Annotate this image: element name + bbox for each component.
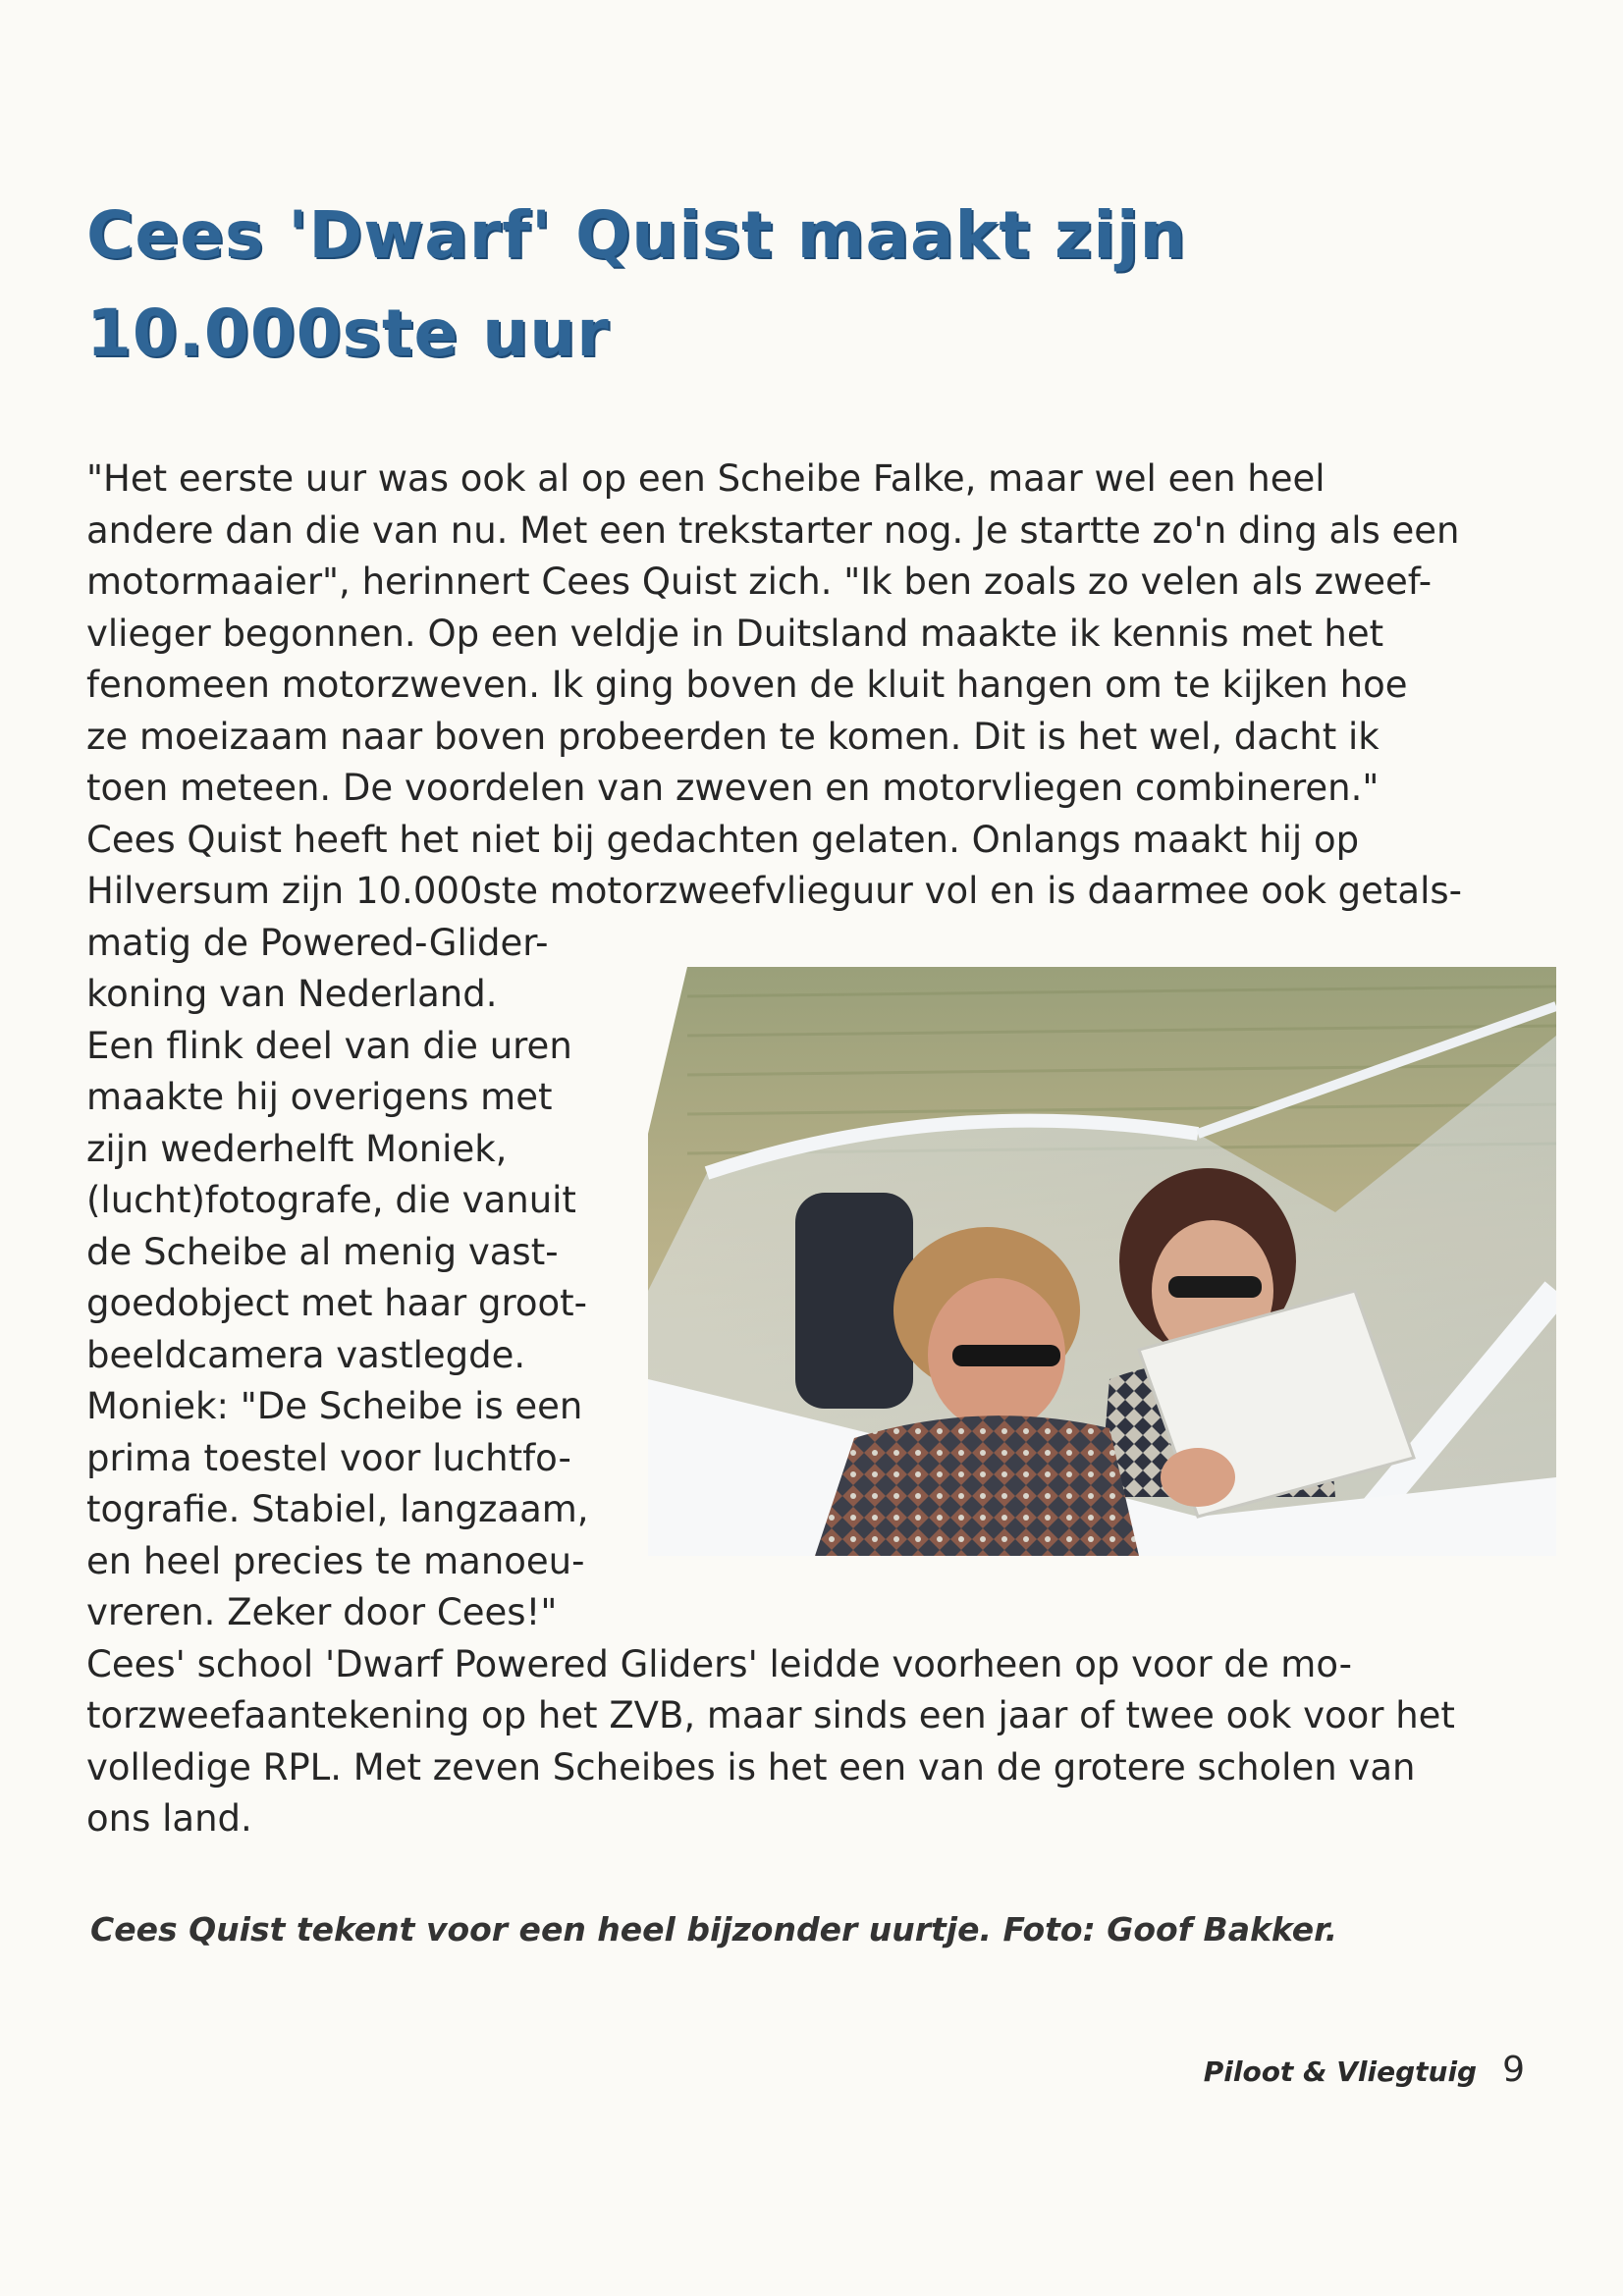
body-line: motormaaier", herinnert Cees Quist zich. "Ik ben zoals zo velen als zweef- (86, 561, 1433, 603)
article-headline (86, 187, 1540, 383)
body-line: torzweefaantekening op het ZVB, maar sinds een jaar of twee ook voor het (86, 1694, 1455, 1736)
body-line: matig de Powered-Glider- (86, 921, 549, 964)
body-line: tografie. Stabiel, langzaam, (86, 1488, 589, 1530)
body-line: (lucht)fotografe, die vanuit (86, 1179, 576, 1221)
page-number: 9 (1502, 2050, 1525, 2090)
body-line: ze moeizaam naar boven probeerden te komen. Dit is het wel, dacht ik (86, 715, 1380, 758)
headline-line-2: 10.000ste uur (86, 295, 610, 371)
body-line: fenomeen motorzweven. Ik ging boven de kluit hangen om te kijken hoe (86, 664, 1408, 706)
body-line: toen meteen. De voordelen van zweven en motorvliegen combineren." (86, 767, 1380, 809)
page-footer (1204, 2050, 1525, 2090)
body-line: vreren. Zeker door Cees!" (86, 1591, 558, 1633)
body-line: beeldcamera vastlegde. (86, 1333, 526, 1376)
body-line: en heel precies te manoeu- (86, 1539, 585, 1582)
article-photo (648, 967, 1556, 1556)
body-line: Moniek: "De Scheibe is een (86, 1385, 583, 1427)
body-line: goedobject met haar groot- (86, 1282, 588, 1324)
body-line: volledige RPL. Met zeven Scheibes is het een van de grotere scholen van (86, 1745, 1416, 1789)
body-line: andere dan die van nu. Met een trekstarter nog. Je startte zo'n ding als een (86, 508, 1460, 552)
body-line: maakte hij overigens met (86, 1076, 553, 1118)
body-line: de Scheibe al menig vast- (86, 1230, 559, 1273)
magazine-name: Piloot & Vliegtuig (1203, 2056, 1478, 2088)
body-line: "Het eerste uur was ook al op een Scheibe Falke, maar wel een heel (86, 457, 1325, 500)
body-line: Een flink deel van die uren (86, 1024, 572, 1067)
body-line: Cees Quist heeft het niet bij gedachten gelaten. Onlangs maakt hij op (86, 818, 1360, 861)
body-line: prima toestel voor luchtfo- (86, 1436, 571, 1479)
body-line: zijn wederhelft Moniek, (86, 1127, 508, 1170)
body-line: vlieger begonnen. Op een veldje in Duitsland maakte ik kennis met het (86, 612, 1384, 655)
photo-caption: Cees Quist tekent voor een heel bijzonder uurtje. Foto: Goof Bakker. (90, 1910, 1338, 1949)
body-line: koning van Nederland. (86, 973, 498, 1015)
body-line: ons land. (86, 1797, 252, 1840)
body-line: Cees' school 'Dwarf Powered Gliders' leidde voorheen op voor de mo- (86, 1642, 1353, 1685)
headline-line-1: Cees 'Dwarf' Quist maakt zijn (86, 197, 1187, 273)
body-line: Hilversum zijn 10.000ste motorzweefvlieguur vol en is daarmee ook getals- (86, 870, 1462, 912)
